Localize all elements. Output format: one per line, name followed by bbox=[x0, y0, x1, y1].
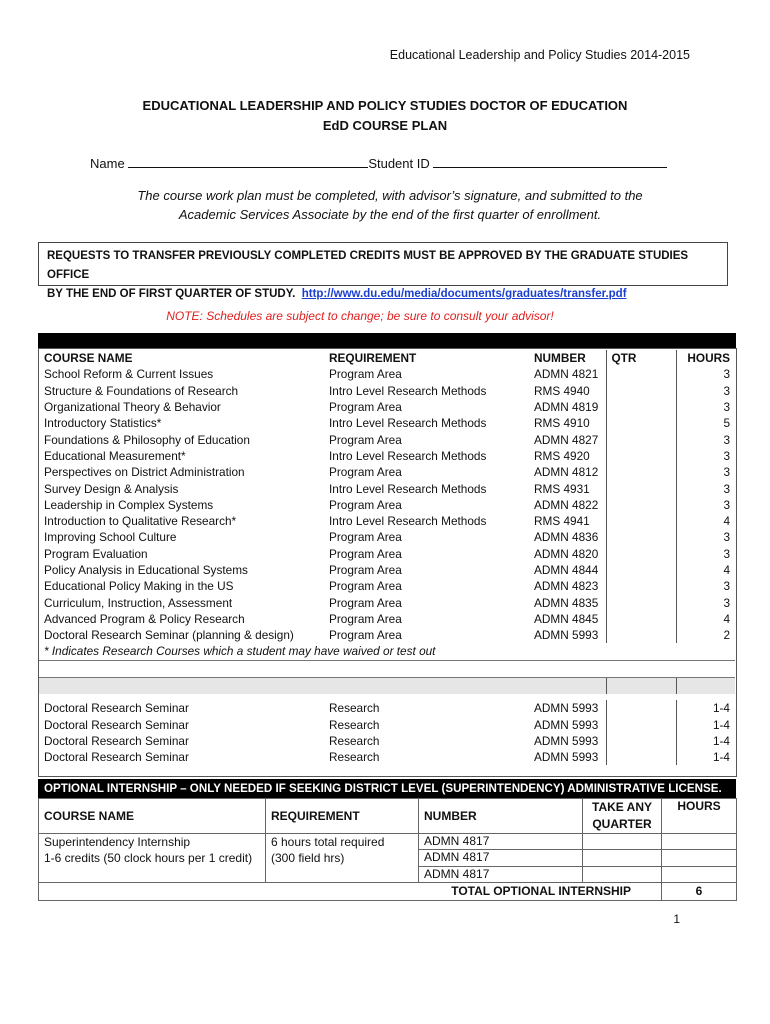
course-name: Structure & Foundations of Research bbox=[44, 383, 239, 398]
course-hours: 3 bbox=[723, 579, 730, 594]
separator-cell bbox=[606, 677, 676, 694]
course-requirement: Program Area bbox=[329, 530, 402, 545]
course-number: ADMN 4820 bbox=[534, 546, 599, 561]
course-qtr[interactable] bbox=[606, 448, 676, 464]
course-requirement: Program Area bbox=[329, 497, 402, 512]
course-requirement: Program Area bbox=[329, 367, 402, 382]
course-hours: 5 bbox=[723, 416, 730, 431]
optional-internship-heading: OPTIONAL INTERNSHIP – ONLY NEEDED IF SEEKING DISTRICT LEVEL (SUPERINTENDENCY) ADMINISTRATIVE LICENSE. bbox=[38, 779, 736, 798]
table-row bbox=[39, 700, 735, 716]
transfer-notice-line-1: REQUESTS TO TRANSFER PREVIOUSLY COMPLETED CREDITS MUST BE APPROVED BY THE GRADUATE STUDIES OFFICE bbox=[47, 250, 689, 281]
table-row bbox=[39, 546, 735, 562]
course-qtr[interactable] bbox=[606, 464, 676, 480]
table-row bbox=[39, 513, 735, 529]
opt-blank-course bbox=[39, 866, 266, 882]
optional-internship-table bbox=[38, 798, 737, 901]
course-name: Curriculum, Instruction, Assessment bbox=[44, 595, 233, 610]
course-qtr[interactable] bbox=[606, 480, 676, 496]
course-hours: 1-4 bbox=[712, 717, 730, 732]
table-row bbox=[39, 578, 735, 594]
course-hours: 3 bbox=[723, 432, 730, 447]
optional-course-row bbox=[39, 834, 737, 850]
table-row bbox=[39, 749, 735, 765]
course-qtr[interactable] bbox=[606, 415, 676, 431]
course-hours: 3 bbox=[723, 448, 730, 463]
course-hours: 3 bbox=[723, 465, 730, 480]
instructions-line-1: The course work plan must be completed, with advisor’s signature, and submitted to the bbox=[137, 188, 643, 203]
col-course-name: COURSE NAME bbox=[44, 351, 133, 366]
separator-cell bbox=[676, 677, 735, 694]
course-hours: 3 bbox=[723, 481, 730, 496]
page-number: 1 bbox=[673, 912, 680, 926]
col-qtr: QTR bbox=[606, 350, 676, 366]
course-number: RMS 4941 bbox=[534, 514, 590, 529]
opt-qtr-2[interactable] bbox=[583, 850, 662, 866]
opt-req-line-1: 6 hours total required bbox=[271, 835, 385, 849]
course-number: ADMN 4812 bbox=[534, 465, 599, 480]
table-row bbox=[39, 415, 735, 431]
course-name: Foundations & Philosophy of Education bbox=[44, 432, 250, 447]
course-name: Introductory Statistics* bbox=[44, 416, 162, 431]
transfer-policy-link[interactable]: http://www.du.edu/media/documents/graduates/transfer.pdf bbox=[301, 288, 627, 300]
table-row bbox=[39, 366, 735, 382]
table-row bbox=[39, 717, 735, 733]
course-number: ADMN 4844 bbox=[534, 563, 599, 577]
opt-col-take-any-quarter bbox=[583, 799, 662, 834]
course-hours: 1-4 bbox=[712, 701, 730, 716]
course-qtr[interactable] bbox=[606, 594, 676, 610]
optional-header-row bbox=[39, 799, 737, 834]
course-qtr[interactable] bbox=[606, 529, 676, 545]
course-requirement: Research bbox=[329, 701, 380, 716]
opt-total-value: 6 bbox=[662, 882, 737, 900]
blank-row bbox=[39, 660, 735, 677]
separator-cell bbox=[39, 677, 324, 694]
table-row bbox=[39, 627, 735, 643]
course-name: Educational Policy Making in the US bbox=[44, 579, 234, 594]
course-number: RMS 4910 bbox=[534, 416, 590, 431]
student-id-label: Student ID bbox=[368, 156, 430, 171]
table-row bbox=[39, 562, 735, 578]
course-requirement: Research bbox=[329, 750, 380, 765]
course-hours: 3 bbox=[723, 595, 730, 610]
course-name: Educational Measurement* bbox=[44, 448, 186, 463]
instructions bbox=[60, 186, 720, 224]
table-row bbox=[39, 399, 735, 415]
opt-col-requirement: REQUIREMENT bbox=[266, 799, 419, 834]
footnote-row bbox=[39, 643, 735, 660]
opt-hours-1[interactable] bbox=[662, 834, 737, 850]
opt-hours-3[interactable] bbox=[662, 866, 737, 882]
course-qtr[interactable] bbox=[606, 749, 676, 765]
course-hours: 3 bbox=[723, 400, 730, 415]
course-hours: 4 bbox=[723, 514, 730, 529]
course-name: Doctoral Research Seminar (planning & design) bbox=[44, 628, 294, 643]
course-number: RMS 4940 bbox=[534, 383, 590, 398]
course-hours: 3 bbox=[723, 530, 730, 545]
course-name: Survey Design & Analysis bbox=[44, 481, 179, 496]
course-name: Improving School Culture bbox=[44, 530, 177, 545]
optional-course-row bbox=[39, 866, 737, 882]
course-requirement: Intro Level Research Methods bbox=[329, 416, 487, 431]
course-qtr[interactable] bbox=[606, 513, 676, 529]
course-name: School Reform & Current Issues bbox=[44, 367, 214, 382]
course-requirement: Program Area bbox=[329, 595, 402, 610]
course-requirement: Program Area bbox=[329, 611, 402, 626]
course-qtr[interactable] bbox=[606, 700, 676, 716]
course-number: ADMN 4819 bbox=[534, 400, 599, 415]
course-qtr[interactable] bbox=[606, 717, 676, 733]
course-hours: 1-4 bbox=[712, 733, 730, 748]
course-hours: 4 bbox=[723, 611, 730, 626]
course-qtr[interactable] bbox=[606, 399, 676, 415]
course-requirement: Intro Level Research Methods bbox=[329, 481, 487, 496]
table-row bbox=[39, 529, 735, 545]
course-qtr[interactable] bbox=[606, 733, 676, 749]
table-row bbox=[39, 383, 735, 399]
course-number: ADMN 4823 bbox=[534, 579, 599, 594]
course-name: Program Evaluation bbox=[44, 546, 148, 561]
course-qtr[interactable] bbox=[606, 366, 676, 382]
opt-requirement-cell bbox=[266, 834, 419, 867]
course-requirement: Program Area bbox=[329, 546, 402, 561]
student-id-field[interactable] bbox=[433, 155, 667, 168]
course-requirement: Program Area bbox=[329, 628, 402, 643]
table-row bbox=[39, 431, 735, 447]
course-number: ADMN 4836 bbox=[534, 530, 599, 545]
course-hours: 3 bbox=[723, 497, 730, 512]
name-student-id-line bbox=[90, 155, 690, 171]
col-requirement: REQUIREMENT bbox=[329, 351, 417, 366]
course-number: ADMN 5993 bbox=[534, 750, 599, 765]
course-requirement: Program Area bbox=[329, 563, 402, 577]
table-header-bar bbox=[38, 333, 736, 348]
schedule-note: NOTE: Schedules are subject to change; be sure to consult your advisor! bbox=[166, 309, 554, 323]
course-name: Perspectives on District Administration bbox=[44, 465, 245, 480]
course-number: ADMN 5993 bbox=[534, 733, 599, 748]
page-title: EDUCATIONAL LEADERSHIP AND POLICY STUDIES DOCTOR OF EDUCATION bbox=[142, 98, 628, 113]
table-row bbox=[39, 480, 735, 496]
course-hours: 1-4 bbox=[712, 750, 730, 765]
table-row bbox=[39, 448, 735, 464]
course-number: ADMN 4827 bbox=[534, 432, 599, 447]
opt-number-3: ADMN 4817 bbox=[419, 866, 583, 882]
transfer-notice-line-2: BY THE END OF FIRST QUARTER OF STUDY. bbox=[47, 288, 296, 300]
opt-col-course-name: COURSE NAME bbox=[39, 799, 266, 834]
course-name: Doctoral Research Seminar bbox=[44, 733, 189, 748]
course-requirement: Research bbox=[329, 717, 380, 732]
opt-course-name: Superintendency Internship bbox=[44, 835, 191, 849]
course-name: Leadership in Complex Systems bbox=[44, 497, 214, 512]
course-qtr[interactable] bbox=[606, 431, 676, 447]
course-requirement: Intro Level Research Methods bbox=[329, 383, 487, 398]
opt-req-line-2: (300 field hrs) bbox=[271, 851, 345, 865]
opt-col-take-line-2: QUARTER bbox=[592, 817, 652, 831]
table-row bbox=[39, 733, 735, 749]
course-name: Doctoral Research Seminar bbox=[44, 701, 189, 716]
opt-course-credits: 1-6 credits (50 clock hours per 1 credit) bbox=[44, 851, 253, 865]
course-number: ADMN 4821 bbox=[534, 367, 599, 382]
course-number: ADMN 4845 bbox=[534, 611, 599, 626]
course-qtr[interactable] bbox=[606, 383, 676, 399]
course-name: Doctoral Research Seminar bbox=[44, 717, 189, 732]
opt-number-1: ADMN 4817 bbox=[419, 834, 583, 850]
course-name: Policy Analysis in Educational Systems bbox=[44, 563, 248, 577]
opt-hours-2[interactable] bbox=[662, 850, 737, 866]
course-table-header bbox=[39, 350, 735, 366]
course-qtr[interactable] bbox=[606, 611, 676, 627]
research-footnote: * Indicates Research Courses which a student may have waived or test out bbox=[44, 644, 436, 659]
opt-total-label: TOTAL OPTIONAL INTERNSHIP bbox=[39, 882, 662, 900]
course-requirement: Research bbox=[329, 733, 380, 748]
opt-qtr-3[interactable] bbox=[583, 866, 662, 882]
course-qtr[interactable] bbox=[606, 497, 676, 513]
table-row bbox=[39, 497, 735, 513]
opt-qtr-1[interactable] bbox=[583, 834, 662, 850]
course-number: ADMN 5993 bbox=[534, 717, 599, 732]
running-header: Educational Leadership and Policy Studies 2014-2015 bbox=[389, 48, 690, 62]
optional-total-row bbox=[39, 882, 737, 900]
opt-col-take-line-1: TAKE ANY bbox=[592, 800, 652, 814]
course-hours: 3 bbox=[723, 546, 730, 561]
course-number: ADMN 4835 bbox=[534, 595, 599, 610]
opt-col-number: NUMBER bbox=[419, 799, 583, 834]
separator-cell bbox=[324, 677, 529, 694]
name-label: Name bbox=[90, 156, 125, 171]
course-number: ADMN 4822 bbox=[534, 497, 599, 512]
table-row bbox=[39, 464, 735, 480]
course-qtr[interactable] bbox=[606, 627, 676, 643]
table-row bbox=[39, 611, 735, 627]
separator-cell bbox=[529, 677, 606, 694]
course-hours: 3 bbox=[723, 383, 730, 398]
table-row bbox=[39, 594, 735, 610]
separator-row bbox=[39, 677, 735, 694]
course-name: Introduction to Qualitative Research* bbox=[44, 514, 237, 529]
course-hours: 3 bbox=[723, 367, 730, 382]
col-number: NUMBER bbox=[534, 351, 586, 366]
course-requirement: Program Area bbox=[329, 432, 402, 447]
course-name: Organizational Theory & Behavior bbox=[44, 400, 221, 415]
course-number: ADMN 5993 bbox=[534, 628, 599, 643]
course-number: RMS 4931 bbox=[534, 481, 590, 496]
course-qtr[interactable] bbox=[606, 562, 676, 578]
course-requirement: Intro Level Research Methods bbox=[329, 514, 487, 529]
opt-blank-req bbox=[266, 866, 419, 882]
opt-number-2: ADMN 4817 bbox=[419, 850, 583, 866]
course-requirement: Program Area bbox=[329, 579, 402, 594]
transfer-notice-box bbox=[38, 242, 728, 300]
course-requirement: Program Area bbox=[329, 465, 402, 480]
course-hours: 2 bbox=[723, 628, 730, 643]
course-hours: 4 bbox=[723, 563, 730, 577]
opt-course-cell bbox=[39, 834, 266, 867]
col-hours: HOURS bbox=[687, 351, 730, 366]
course-qtr[interactable] bbox=[606, 578, 676, 594]
course-table bbox=[39, 350, 735, 765]
course-name: Advanced Program & Policy Research bbox=[44, 611, 245, 626]
course-name: Doctoral Research Seminar bbox=[44, 750, 189, 765]
course-requirement: Intro Level Research Methods bbox=[329, 448, 487, 463]
course-number: ADMN 5993 bbox=[534, 701, 599, 716]
name-field[interactable] bbox=[128, 155, 368, 168]
instructions-line-2: Academic Services Associate by the end of the first quarter of enrollment. bbox=[178, 207, 602, 222]
course-number: RMS 4920 bbox=[534, 448, 590, 463]
opt-col-hours: HOURS bbox=[662, 799, 737, 834]
blank-cell bbox=[39, 660, 735, 677]
page-subtitle: EdD COURSE PLAN bbox=[322, 118, 448, 133]
course-requirement: Program Area bbox=[329, 400, 402, 415]
course-qtr[interactable] bbox=[606, 546, 676, 562]
